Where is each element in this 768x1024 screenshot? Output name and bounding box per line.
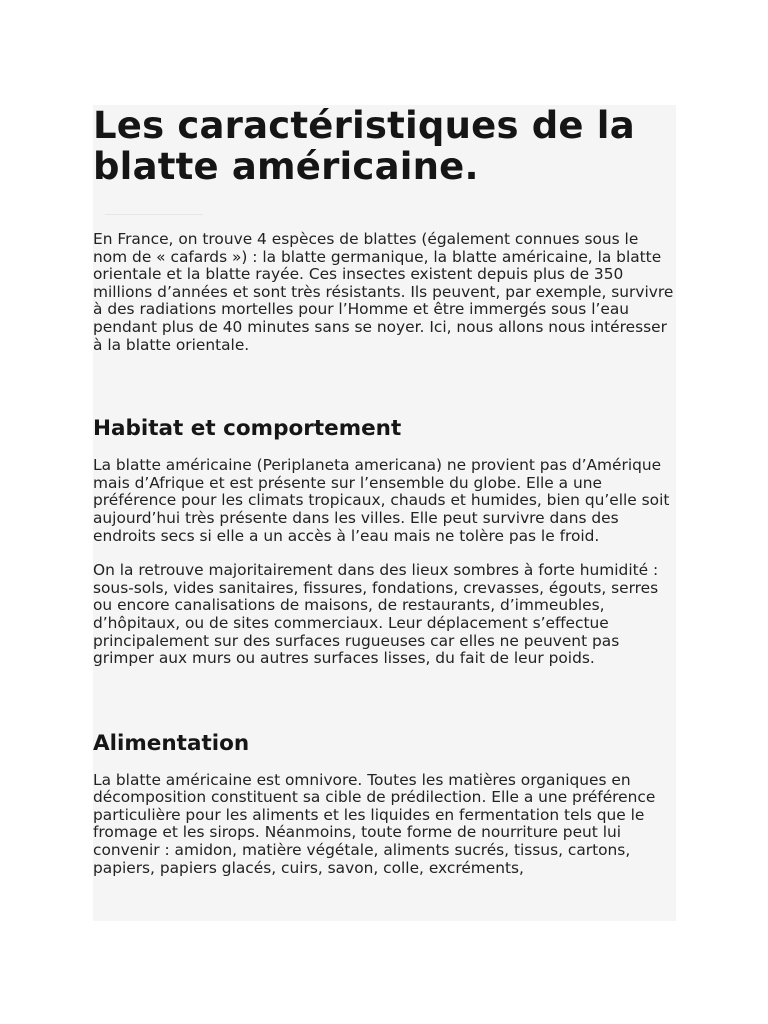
section-heading-habitat: Habitat et comportement — [93, 416, 402, 442]
intro-paragraph: En France, on trouve 4 espèces de blattes (également connues sous le nom de « cafards ») : la blatte germanique, la blatte américaine, la blatte orientale et la blatte rayée. Ces insectes existent depuis plus de 350 millions d’années et sont très résistants. Ils peuvent, par exemple, survivre à des radiations mortelles pour l’Homme et être immergés sous l’eau pendant plus de 40 minutes sans se noyer. Ici, nous allons nous intéresser à la blatte orientale. — [93, 230, 674, 354]
alimentation-paragraph-1: La blatte américaine est omnivore. Toutes les matières organiques en décomposition constituent sa cible de prédilection. Elle a une préférence particulière pour les aliments et les liquides en fermentation tels que le fromage et les sirops. Néanmoins, toute forme de nourriture peut lui convenir : amidon, matière végétale, aliments sucrés, tissus, cartons, papiers, papiers glacés, cuirs, savon, colle, excréments, — [93, 770, 656, 877]
page-title: Les caractéristiques de la blatte américaine. — [93, 105, 635, 188]
title-divider — [105, 214, 203, 215]
habitat-paragraph-1: La blatte américaine (Periplaneta americana) ne provient pas d’Amérique mais d’Afrique et est présente sur l’ensemble du globe. Elle a une préférence pour les climats tropicaux, chauds et humides, bien qu’elle soit aujourd’hui très présente dans les villes. Elle peut survivre dans des endroits secs si elle a un accès à l’eau mais ne tolère pas le froid. — [93, 456, 670, 545]
habitat-paragraph-2: On la retrouve majoritairement dans des lieux sombres à forte humidité : sous-sols, vides sanitaires, fissures, fondations, crevasses, égouts, serres ou encore canalisations de maisons, de restaurants, d’immeubles, d’hôpitaux, ou de sites commerciaux. Leur déplacement s’effectue principalement sur des surfaces rugueuses car elles ne peuvent pas grimper aux murs ou autres surfaces lisses, du fait de leur poids. — [93, 561, 659, 668]
section-heading-alimentation: Alimentation — [93, 730, 250, 756]
document-page — [93, 105, 676, 921]
